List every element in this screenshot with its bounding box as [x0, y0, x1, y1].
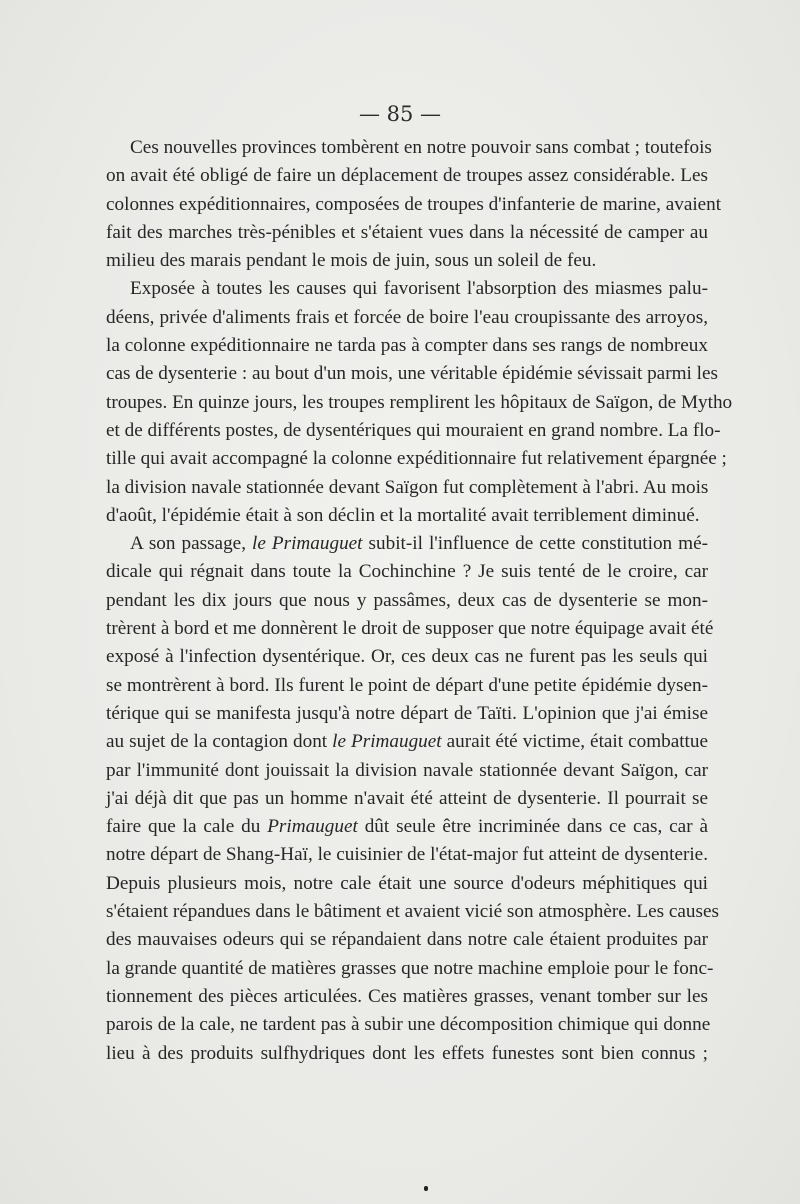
text-line: Exposée à toutes les causes qui favorisent l'absorption des miasmes palu- [130, 278, 708, 300]
text-line: tille qui avait accompagné la colonne expéditionnaire fut relativement épargnée ; [106, 448, 727, 470]
text-line: dicale qui régnait dans toute la Cochinchine ? Je suis tenté de le croire, car [106, 561, 708, 583]
ship-name-italic: le Primauguet [332, 731, 442, 753]
ink-speck [424, 1186, 428, 1191]
text-line: milieu des marais pendant le mois de juin, sous un soleil de feu. [106, 250, 597, 272]
text-line: parois de la cale, ne tardent pas à subir une décomposition chimique qui donne [106, 1014, 711, 1036]
body-text [106, 134, 733, 1068]
text-line [106, 728, 708, 756]
text-line: d'août, l'épidémie était à son déclin et la mortalité avait terriblement diminué. [106, 504, 700, 526]
text-line: Ces nouvelles provinces tombèrent en notre pouvoir sans combat ; toutefois [130, 137, 712, 158]
text-segment: subit-il l'influence de cette constitution mé- [362, 533, 709, 555]
text-line: tionnement des pièces articulées. Ces matières grasses, venant tomber sur les [106, 985, 708, 1007]
text-line: j'ai déjà dit que pas un homme n'avait été atteint de dysenterie. Il pourrait se [106, 787, 708, 809]
text-segment: faire que la cale du [106, 816, 268, 838]
text-line: et de différents postes, de dysentériques qui mouraient en grand nombre. La flo- [106, 419, 721, 441]
text-line: déens, privée d'aliments frais et forcée de boire l'eau croupissante des arroyos, [106, 306, 708, 328]
ship-name-italic: le Primauguet [252, 533, 363, 555]
text-segment: A son passage, [130, 533, 253, 555]
text-line: trèrent à bord et me donnèrent le droit de supposer que notre équipage avait été [106, 618, 714, 640]
text-segment: au sujet de la contagion dont [106, 731, 333, 753]
text-line: pendant les dix jours que nous y passâmes, deux cas de dysenterie se mon- [106, 589, 708, 611]
text-line: s'étaient répandues dans le bâtiment et avaient vicié son atmosphère. Les causes [106, 901, 719, 923]
text-line: cas de dysenterie : au bout d'un mois, une véritable épidémie sévissait parmi les [106, 363, 718, 385]
text-line: par l'immunité dont jouissait la division navale stationnée devant Saïgon, car [106, 759, 708, 781]
text-segment: aurait été victime, était combattue [441, 731, 709, 753]
text-line: exposé à l'infection dysentérique. Or, ces deux cas ne furent pas les seuls qui [106, 646, 708, 668]
text-line: Depuis plusieurs mois, notre cale était une source d'odeurs méphitiques qui [106, 872, 708, 894]
text-line: fait des marches très-pénibles et s'étaient vues dans la nécessité de camper au [106, 221, 708, 243]
text-line: on avait été obligé de faire un déplacement de troupes assez considérable. Les [106, 165, 708, 187]
text-line: colonnes expéditionnaires, composées de troupes d'infanterie de marine, avaient [106, 193, 722, 215]
text-segment: dût seule être incriminée dans ce cas, car à [357, 816, 708, 838]
page-number: — 85 — [358, 102, 442, 126]
text-line: térique qui se manifesta jusqu'à notre départ de Taïti. L'opinion que j'ai émise [106, 702, 708, 724]
text-line: lieu à des produits sulfhydriques dont les effets funestes sont bien connus ; [106, 1042, 708, 1064]
text-line: la colonne expéditionnaire ne tarda pas à compter dans ses rangs de nombreux [106, 335, 708, 357]
ship-name-italic: Primauguet [267, 816, 358, 838]
text-line: la grande quantité de matières grasses que notre machine emploie pour le fonc- [106, 957, 714, 979]
text-line: la division navale stationnée devant Saïgon fut complètement à l'abri. Au mois [106, 476, 709, 498]
text-line: se montrèrent à bord. Ils furent le point de départ d'une petite épidémie dysen- [106, 674, 708, 696]
text-line: notre départ de Shang-Haï, le cuisinier de l'état-major fut atteint de dysenterie. [106, 844, 708, 866]
text-line [106, 813, 708, 841]
text-line [106, 530, 708, 558]
text-line: des mauvaises odeurs qui se répandaient dans notre cale étaient produites par [106, 929, 708, 951]
text-line: troupes. En quinze jours, les troupes remplirent les hôpitaux de Saïgon, de Mytho [106, 391, 733, 413]
